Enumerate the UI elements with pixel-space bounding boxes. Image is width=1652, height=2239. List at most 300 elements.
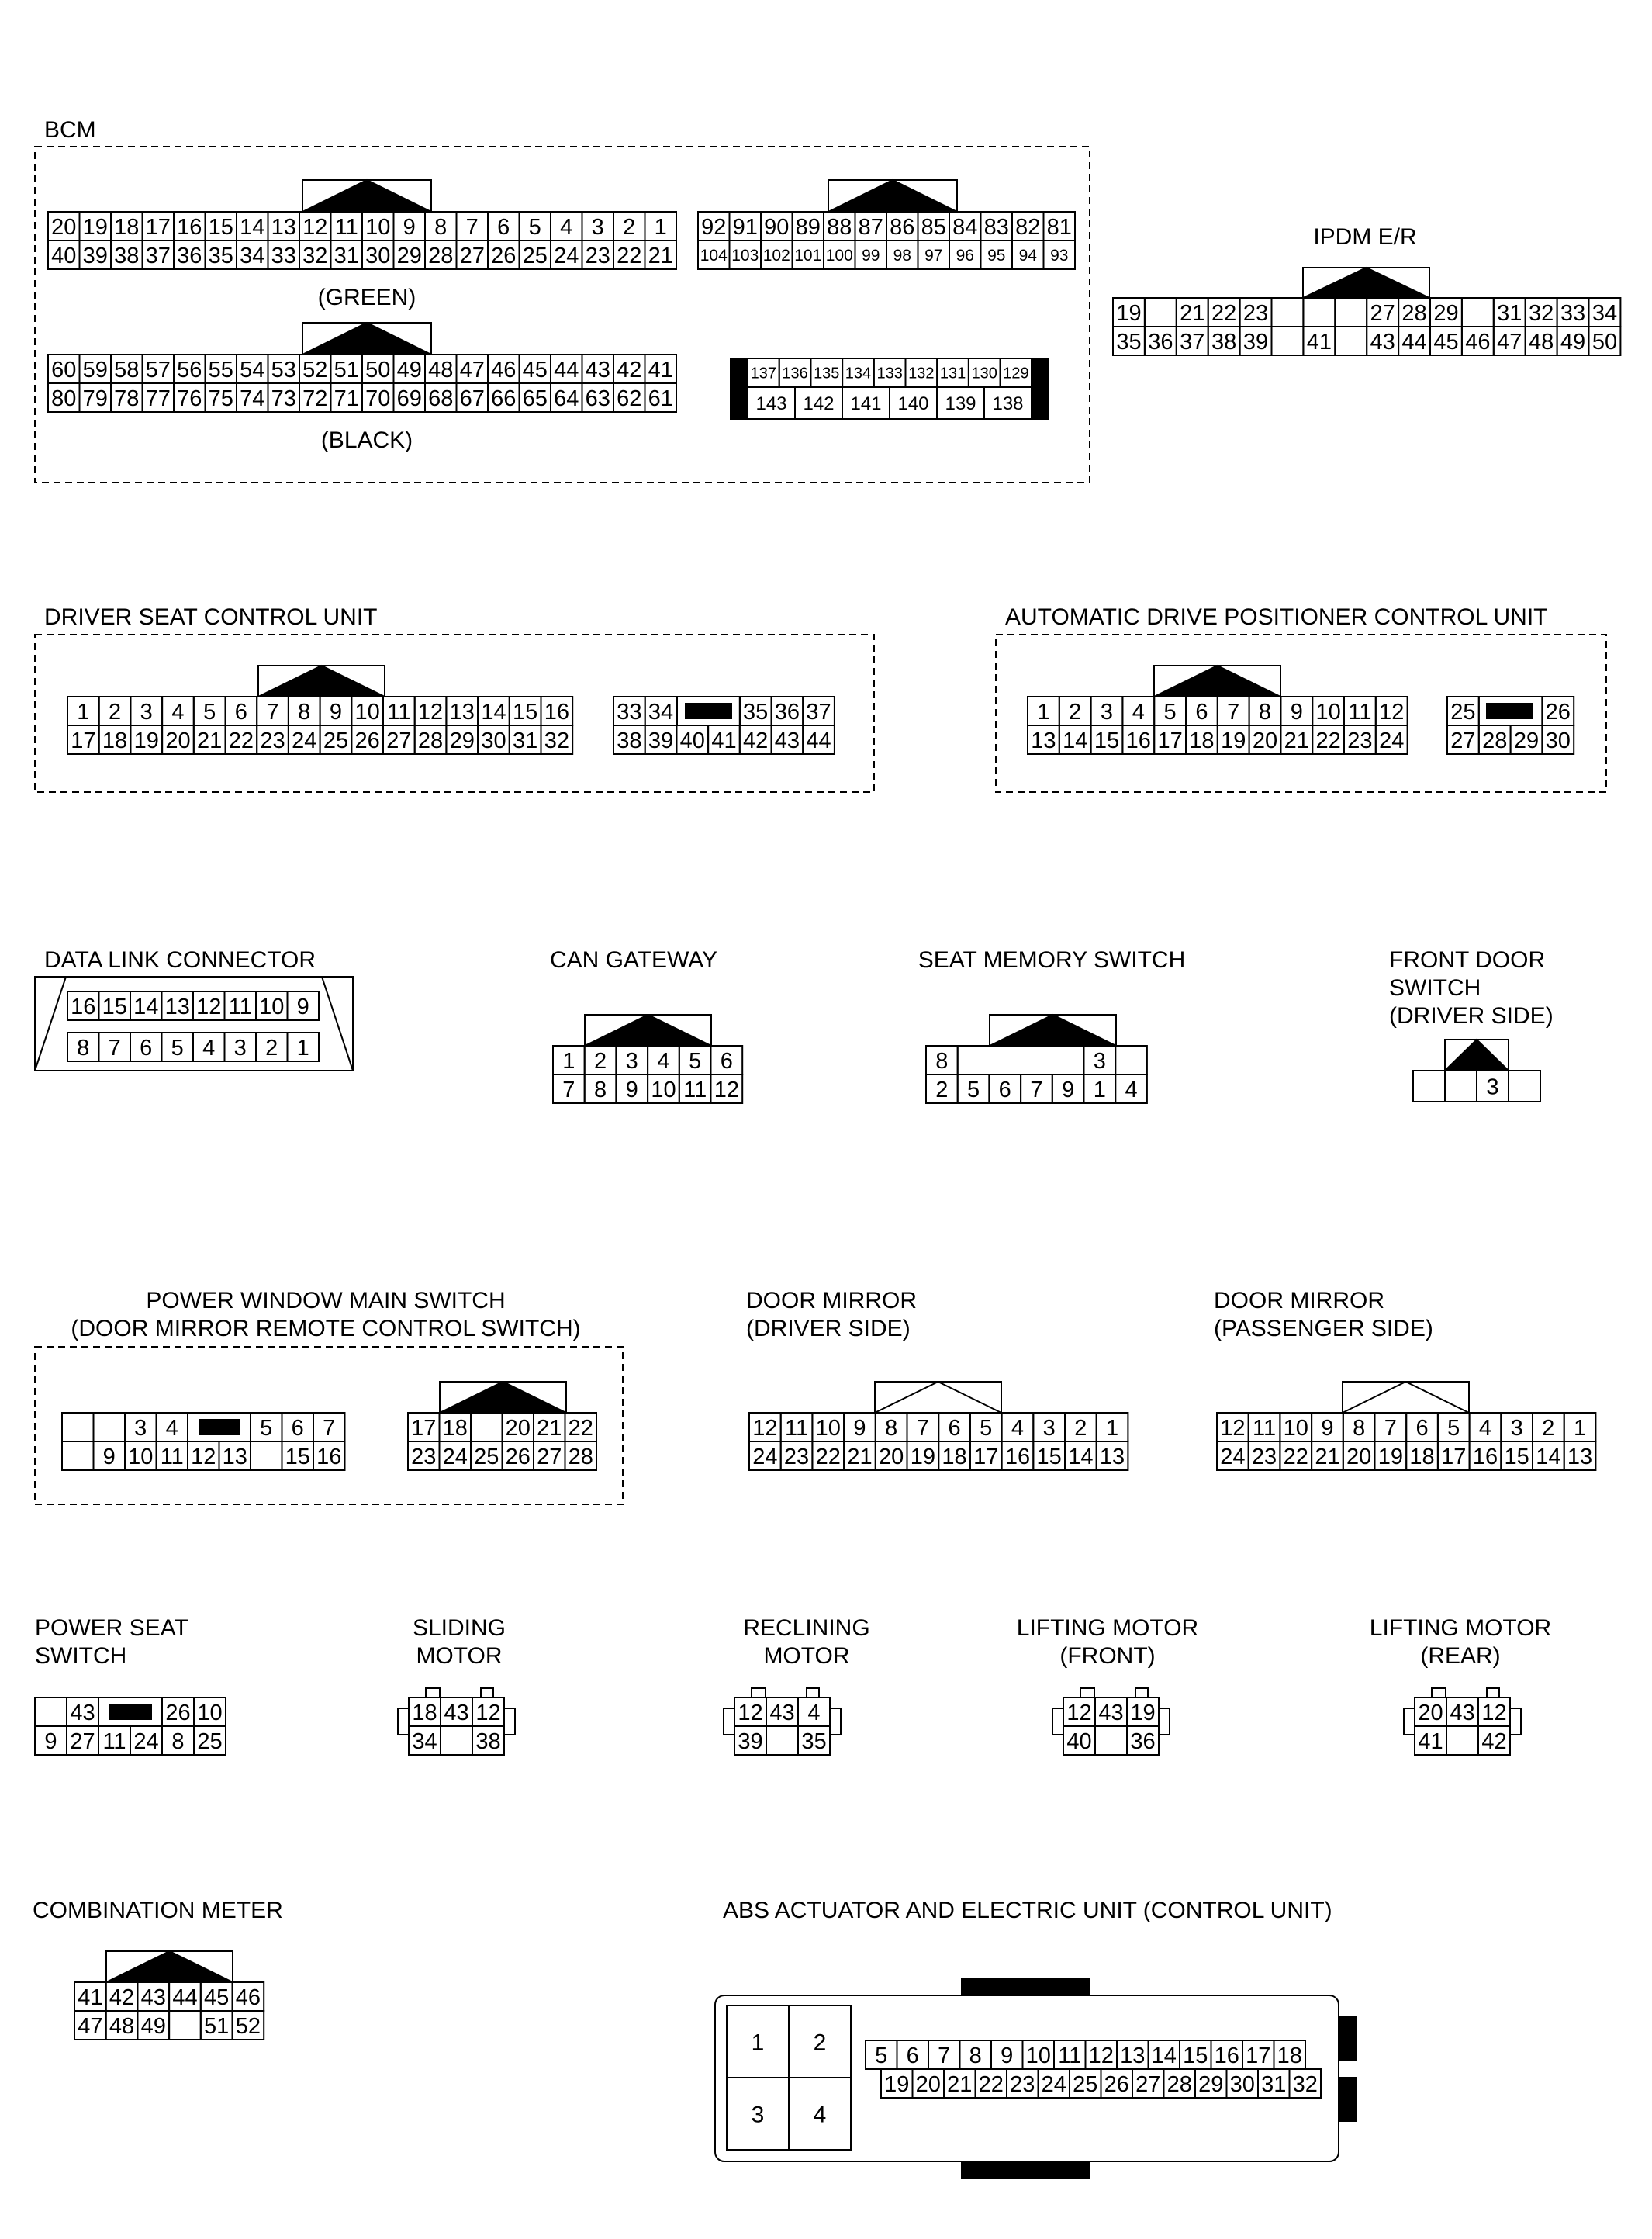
- pin-number: 15: [1504, 1444, 1529, 1469]
- pin-number: 36: [1130, 1729, 1156, 1754]
- pin-cell: [1335, 327, 1367, 355]
- pin-number: 12: [1220, 1415, 1246, 1441]
- pin-number: 3: [625, 1048, 638, 1074]
- pin-number: 29: [396, 243, 422, 268]
- pin-number: 8: [1258, 699, 1272, 725]
- pin-number: 16: [316, 1444, 342, 1469]
- pin-number: 7: [938, 2043, 951, 2068]
- motor-lock: [481, 1688, 493, 1697]
- pin-number: 49: [396, 357, 422, 382]
- pin-number: 22: [1315, 728, 1341, 753]
- pin-number: 13: [222, 1444, 247, 1469]
- pin-number: 21: [537, 1415, 562, 1441]
- pin-number: 18: [114, 214, 140, 240]
- pin-number: 13: [164, 994, 190, 1019]
- lock-tab-edge: [1406, 1382, 1470, 1413]
- pw-main-cavity-block: [199, 1420, 240, 1434]
- pin-number: 12: [1088, 2043, 1114, 2068]
- pin-number: 18: [1189, 728, 1215, 753]
- pin-number: 2: [813, 2030, 827, 2056]
- pin-number: 4: [813, 2102, 827, 2128]
- pin-number: 9: [296, 994, 309, 1019]
- pin-number: 41: [648, 357, 673, 382]
- front-door-title: FRONT DOOR: [1389, 947, 1546, 973]
- pin-number: 60: [51, 357, 77, 382]
- lock-tab-fill: [440, 1382, 566, 1413]
- pin-number: 34: [1592, 300, 1618, 326]
- front-door-title: SWITCH: [1389, 975, 1481, 1001]
- pin-number: 19: [133, 728, 159, 753]
- lock-tab-fill: [585, 1015, 711, 1046]
- lock-tab-fill: [302, 180, 431, 212]
- pin-number: 27: [386, 728, 412, 753]
- pin-number: 78: [114, 386, 140, 411]
- pin-number: 21: [847, 1444, 873, 1469]
- pin-number: 38: [1211, 329, 1237, 355]
- pin-number: 38: [475, 1729, 501, 1754]
- pin-number: 21: [648, 243, 673, 268]
- pin-number: 28: [1482, 728, 1508, 753]
- pin-cell: [766, 1726, 798, 1755]
- pin-number: 23: [1251, 1444, 1277, 1469]
- adp-cavity-block: [1487, 704, 1533, 718]
- pin-number: 2: [935, 1077, 949, 1102]
- pin-number: 53: [271, 357, 296, 382]
- pin-number: 5: [528, 214, 541, 240]
- pin-number: 19: [1377, 1444, 1403, 1469]
- pin-number: 3: [1100, 699, 1114, 725]
- mirror-pass-title: (PASSENGER SIDE): [1214, 1316, 1433, 1341]
- motor-side-tab: [830, 1708, 841, 1735]
- pin-number: 6: [234, 699, 247, 725]
- pin-number: 70: [365, 386, 391, 411]
- pin-number: 99: [862, 247, 880, 265]
- lift_front-title: LIFTING MOTOR: [1016, 1615, 1199, 1641]
- pin-number: 57: [145, 357, 171, 382]
- pin-number: 87: [858, 214, 883, 240]
- pin-number: 9: [329, 699, 343, 725]
- pin-number: 72: [302, 386, 328, 411]
- pin-number: 67: [459, 386, 485, 411]
- lock-tab-fill: [990, 1015, 1116, 1046]
- pin-number: 18: [442, 1415, 468, 1441]
- pin-number: 10: [365, 214, 391, 240]
- pin-number: 17: [973, 1444, 999, 1469]
- pin-number: 95: [987, 247, 1006, 265]
- ipdm-title: IPDM E/R: [1313, 224, 1417, 250]
- pin-number: 54: [240, 357, 265, 382]
- pin-number: 21: [1315, 1444, 1340, 1469]
- pin-number: 49: [1560, 329, 1586, 355]
- pin-number: 40: [679, 728, 705, 753]
- pin-number: 42: [743, 728, 769, 753]
- pin-number: 9: [44, 1729, 57, 1754]
- pin-number: 52: [302, 357, 328, 382]
- pin-number: 10: [259, 994, 285, 1019]
- pin-number: 28: [428, 243, 454, 268]
- pin-number: 16: [177, 214, 202, 240]
- pin-number: 27: [459, 243, 485, 268]
- pin-number: 19: [1130, 1700, 1156, 1725]
- pin-number: 9: [625, 1077, 638, 1102]
- pin-number: 41: [711, 728, 737, 753]
- motor-side-tab: [398, 1708, 409, 1735]
- pin-number: 8: [935, 1048, 949, 1074]
- bcm-green-label: (GREEN): [317, 285, 416, 310]
- pin-number: 143: [755, 393, 787, 415]
- motor-lock: [1487, 1688, 1499, 1697]
- pin-number: 59: [82, 357, 108, 382]
- pin-number: 21: [1180, 300, 1205, 326]
- pin-number: 21: [947, 2071, 973, 2097]
- pin-number: 11: [334, 214, 358, 240]
- pin-number: 68: [428, 386, 454, 411]
- pin-cell: [1145, 298, 1177, 327]
- pin-number: 5: [875, 2043, 888, 2068]
- pin-cell: [94, 1413, 126, 1441]
- pin-number: 43: [774, 728, 800, 753]
- pin-number: 48: [1529, 329, 1554, 355]
- pin-number: 32: [302, 243, 328, 268]
- pin-number: 7: [323, 1415, 336, 1441]
- pin-number: 43: [140, 1985, 166, 2010]
- mirror-pass-title: DOOR MIRROR: [1214, 1288, 1384, 1313]
- pin-number: 7: [108, 1035, 121, 1061]
- abs-tab: [962, 1978, 1089, 1995]
- pin-number: 3: [233, 1035, 247, 1061]
- pin-number: 33: [271, 243, 296, 268]
- pin-number: 10: [815, 1415, 841, 1441]
- pin-number: 12: [1379, 699, 1405, 725]
- pin-number: 17: [1441, 1444, 1467, 1469]
- pin-number: 3: [1093, 1048, 1106, 1074]
- pin-cell: [62, 1413, 94, 1441]
- reclining-title: MOTOR: [763, 1643, 850, 1669]
- pin-number: 10: [128, 1444, 154, 1469]
- dlc-title: DATA LINK CONNECTOR: [44, 947, 316, 973]
- pin-number: 2: [1069, 699, 1082, 725]
- pin-number: 11: [1252, 1415, 1277, 1441]
- pin-number: 19: [884, 2071, 910, 2097]
- pin-number: 101: [794, 247, 822, 265]
- pin-number: 28: [1401, 300, 1427, 326]
- pin-number: 15: [285, 1444, 310, 1469]
- pin-number: 23: [1010, 2071, 1035, 2097]
- pin-number: 37: [806, 699, 831, 725]
- pin-number: 19: [1221, 728, 1246, 753]
- pin-cell: [1272, 327, 1304, 355]
- pin-number: 10: [197, 1700, 223, 1725]
- pin-number: 12: [738, 1700, 763, 1725]
- pin-number: 133: [876, 365, 903, 382]
- pin-number: 8: [593, 1077, 607, 1102]
- pin-number: 22: [568, 1415, 593, 1441]
- pin-number: 89: [795, 214, 821, 240]
- pin-number: 4: [1478, 1415, 1492, 1441]
- motor-lock: [752, 1688, 766, 1697]
- pin-number: 7: [465, 214, 479, 240]
- pin-number: 14: [1063, 728, 1088, 753]
- abs-latch: [1339, 2078, 1356, 2121]
- pin-number: 22: [978, 2071, 1004, 2097]
- pin-number: 42: [109, 1985, 135, 2010]
- pin-number: 16: [1004, 1444, 1031, 1469]
- pin-number: 56: [177, 357, 202, 382]
- bcm-black-label: (BLACK): [320, 427, 413, 453]
- pin-number: 19: [910, 1444, 935, 1469]
- pin-number: 74: [240, 386, 265, 411]
- pin-number: 4: [1011, 1415, 1025, 1441]
- power-seat-title: SWITCH: [35, 1643, 127, 1669]
- pin-number: 136: [782, 365, 808, 382]
- pin-number: 23: [783, 1444, 810, 1469]
- pin-number: 39: [738, 1729, 763, 1754]
- pin-number: 34: [240, 243, 265, 268]
- pin-number: 7: [266, 699, 279, 725]
- pin-number: 25: [474, 1444, 499, 1469]
- pin-number: 25: [323, 728, 349, 753]
- pin-number: 15: [102, 994, 127, 1019]
- sliding-title: SLIDING: [412, 1615, 506, 1641]
- pin-number: 46: [491, 357, 517, 382]
- pin-number: 2: [108, 699, 122, 725]
- pin-number: 81: [1046, 214, 1072, 240]
- pin-number: 11: [1348, 699, 1372, 725]
- pin-cell: [1115, 1046, 1147, 1075]
- pin-number: 22: [815, 1444, 841, 1469]
- pin-number: 64: [554, 386, 579, 411]
- pin-number: 4: [657, 1048, 670, 1074]
- lift_rear-title: (REAR): [1420, 1643, 1501, 1669]
- pin-number: 25: [1450, 699, 1476, 725]
- lock-tab-fill: [106, 1951, 233, 1982]
- pin-number: 55: [208, 357, 233, 382]
- pin-number: 24: [133, 1729, 159, 1754]
- pin-number: 82: [1015, 214, 1041, 240]
- pin-number: 91: [732, 214, 758, 240]
- pin-number: 10: [1315, 699, 1341, 725]
- pin-number: 9: [102, 1444, 116, 1469]
- pin-number: 27: [1450, 728, 1476, 753]
- pin-number: 33: [617, 699, 642, 725]
- pin-number: 47: [78, 2013, 103, 2039]
- pin-number: 5: [1447, 1415, 1460, 1441]
- pin-number: 32: [1292, 2071, 1318, 2097]
- pin-number: 19: [1116, 300, 1142, 326]
- pin-number: 43: [769, 1700, 795, 1725]
- pin-number: 43: [1370, 329, 1395, 355]
- pin-number: 2: [265, 1035, 278, 1061]
- pin-number: 14: [240, 214, 265, 240]
- pw-main-title: (DOOR MIRROR REMOTE CONTROL SWITCH): [71, 1316, 581, 1341]
- adp-title: AUTOMATIC DRIVE POSITIONER CONTROL UNIT: [1005, 604, 1548, 630]
- pin-number: 43: [70, 1700, 95, 1725]
- pin-number: 35: [743, 699, 769, 725]
- pin-number: 49: [140, 2013, 166, 2039]
- pin-number: 6: [291, 1415, 304, 1441]
- pin-cell: [1272, 298, 1304, 327]
- abs-tab: [962, 2161, 1089, 2178]
- pin-number: 42: [617, 357, 642, 382]
- lock-tab-fill: [258, 666, 385, 697]
- bcm-frame: [35, 147, 1090, 483]
- pin-number: 90: [764, 214, 790, 240]
- front-door-title: (DRIVER SIDE): [1389, 1003, 1554, 1029]
- pin-number: 5: [966, 1077, 980, 1102]
- pin-number: 29: [449, 728, 475, 753]
- pin-number: 16: [1472, 1444, 1498, 1469]
- pin-number: 9: [1062, 1077, 1075, 1102]
- bcm-latch: [1032, 358, 1049, 419]
- pin-number: 18: [412, 1700, 437, 1725]
- pin-number: 1: [1037, 699, 1050, 725]
- pin-number: 40: [1066, 1729, 1092, 1754]
- pin-number: 15: [1094, 728, 1120, 753]
- pin-number: 9: [853, 1415, 866, 1441]
- pin-number: 5: [260, 1415, 273, 1441]
- motor-lock: [1135, 1688, 1148, 1697]
- pin-number: 50: [365, 357, 391, 382]
- pin-number: 6: [1195, 699, 1208, 725]
- mirror-driver-title: DOOR MIRROR: [746, 1288, 917, 1313]
- pin-number: 13: [271, 214, 296, 240]
- pin-number: 84: [952, 214, 978, 240]
- pin-number: 7: [1030, 1077, 1043, 1102]
- pin-number: 36: [774, 699, 800, 725]
- pin-number: 2: [623, 214, 636, 240]
- pin-number: 3: [1042, 1415, 1056, 1441]
- pin-number: 52: [235, 2013, 261, 2039]
- pin-number: 20: [165, 728, 191, 753]
- pin-number: 29: [1513, 728, 1540, 753]
- pin-number: 8: [171, 1729, 185, 1754]
- pin-number: 42: [1481, 1729, 1507, 1754]
- pin-number: 51: [334, 357, 359, 382]
- pin-number: 10: [1025, 2043, 1051, 2068]
- pin-number: 38: [617, 728, 642, 753]
- pin-number: 17: [71, 728, 96, 753]
- pin-number: 20: [505, 1415, 531, 1441]
- pin-number: 6: [140, 1035, 153, 1061]
- pin-number: 17: [1246, 2043, 1271, 2068]
- pin-number: 43: [1450, 1700, 1475, 1725]
- pin-number: 12: [475, 1700, 501, 1725]
- pin-number: 26: [491, 243, 517, 268]
- pin-number: 21: [1284, 728, 1309, 753]
- pin-number: 23: [585, 243, 610, 268]
- pin-number: 30: [365, 243, 391, 268]
- pin-number: 1: [296, 1035, 309, 1061]
- pin-number: 79: [82, 386, 108, 411]
- lock-tab-fill: [1154, 666, 1280, 697]
- lift_front-title: (FRONT): [1059, 1643, 1156, 1669]
- pin-number: 104: [700, 247, 728, 265]
- pin-number: 6: [720, 1048, 733, 1074]
- pin-number: 85: [921, 214, 946, 240]
- pin-number: 26: [165, 1700, 191, 1725]
- pin-number: 66: [491, 386, 517, 411]
- lock-tab-fill: [302, 323, 431, 355]
- pin-number: 11: [387, 699, 411, 725]
- pin-number: 37: [1180, 329, 1205, 355]
- pin-number: 97: [924, 247, 943, 265]
- pin-number: 10: [651, 1077, 676, 1102]
- pin-number: 22: [617, 243, 642, 268]
- pin-number: 6: [998, 1077, 1011, 1102]
- motor-lock: [1432, 1688, 1446, 1697]
- pin-number: 1: [1573, 1415, 1587, 1441]
- pin-number: 13: [449, 699, 475, 725]
- pin-number: 6: [1415, 1415, 1429, 1441]
- pin-number: 20: [915, 2071, 941, 2097]
- pin-number: 134: [845, 365, 872, 382]
- pin-number: 4: [560, 214, 573, 240]
- pin-number: 4: [807, 1700, 821, 1725]
- pin-number: 6: [906, 2043, 919, 2068]
- pin-number: 33: [1560, 300, 1586, 326]
- pin-number: 93: [1050, 247, 1069, 265]
- pin-number: 4: [171, 699, 185, 725]
- pin-number: 24: [554, 243, 579, 268]
- pin-number: 20: [1346, 1444, 1372, 1469]
- pin-number: 14: [1536, 1444, 1561, 1469]
- pin-number: 1: [1105, 1415, 1119, 1441]
- pin-number: 80: [51, 386, 77, 411]
- pin-number: 43: [1098, 1700, 1124, 1725]
- pin-number: 9: [1321, 1415, 1334, 1441]
- pin-number: 51: [204, 2013, 230, 2039]
- pin-number: 9: [1001, 2043, 1014, 2068]
- pin-number: 100: [825, 247, 853, 265]
- lock-tab-fill: [828, 180, 957, 212]
- pin-number: 12: [302, 214, 328, 240]
- pin-number: 8: [1353, 1415, 1366, 1441]
- pin-number: 76: [177, 386, 202, 411]
- lock-tab-edge: [938, 1382, 1002, 1413]
- pin-number: 17: [411, 1415, 437, 1441]
- pin-number: 12: [752, 1415, 778, 1441]
- pin-number: 4: [165, 1415, 178, 1441]
- pin-number: 11: [160, 1444, 184, 1469]
- pin-cell: [35, 1697, 67, 1726]
- pin-number: 36: [177, 243, 202, 268]
- pin-number: 32: [544, 728, 569, 753]
- pin-number: 11: [784, 1415, 809, 1441]
- pin-number: 61: [648, 386, 673, 411]
- pin-number: 44: [554, 357, 579, 382]
- pin-number: 14: [1068, 1444, 1094, 1469]
- pin-number: 23: [1242, 300, 1269, 326]
- pin-number: 65: [522, 386, 548, 411]
- pin-number: 13: [1099, 1444, 1125, 1469]
- pin-number: 137: [750, 365, 777, 382]
- pin-number: 31: [1497, 300, 1522, 326]
- pin-number: 5: [980, 1415, 993, 1441]
- pin-number: 129: [1003, 365, 1029, 382]
- pin-number: 39: [648, 728, 674, 753]
- pin-number: 5: [203, 699, 216, 725]
- pin-number: 6: [497, 214, 510, 240]
- pin-number: 4: [1125, 1077, 1138, 1102]
- pin-number: 18: [942, 1444, 967, 1469]
- pin-number: 94: [1018, 247, 1037, 265]
- pin-number: 30: [1229, 2071, 1255, 2097]
- pin-number: 1: [1093, 1077, 1106, 1102]
- pin-number: 35: [801, 1729, 827, 1754]
- pin-number: 8: [969, 2043, 982, 2068]
- pin-number: 16: [544, 699, 569, 725]
- pin-number: 41: [1306, 329, 1332, 355]
